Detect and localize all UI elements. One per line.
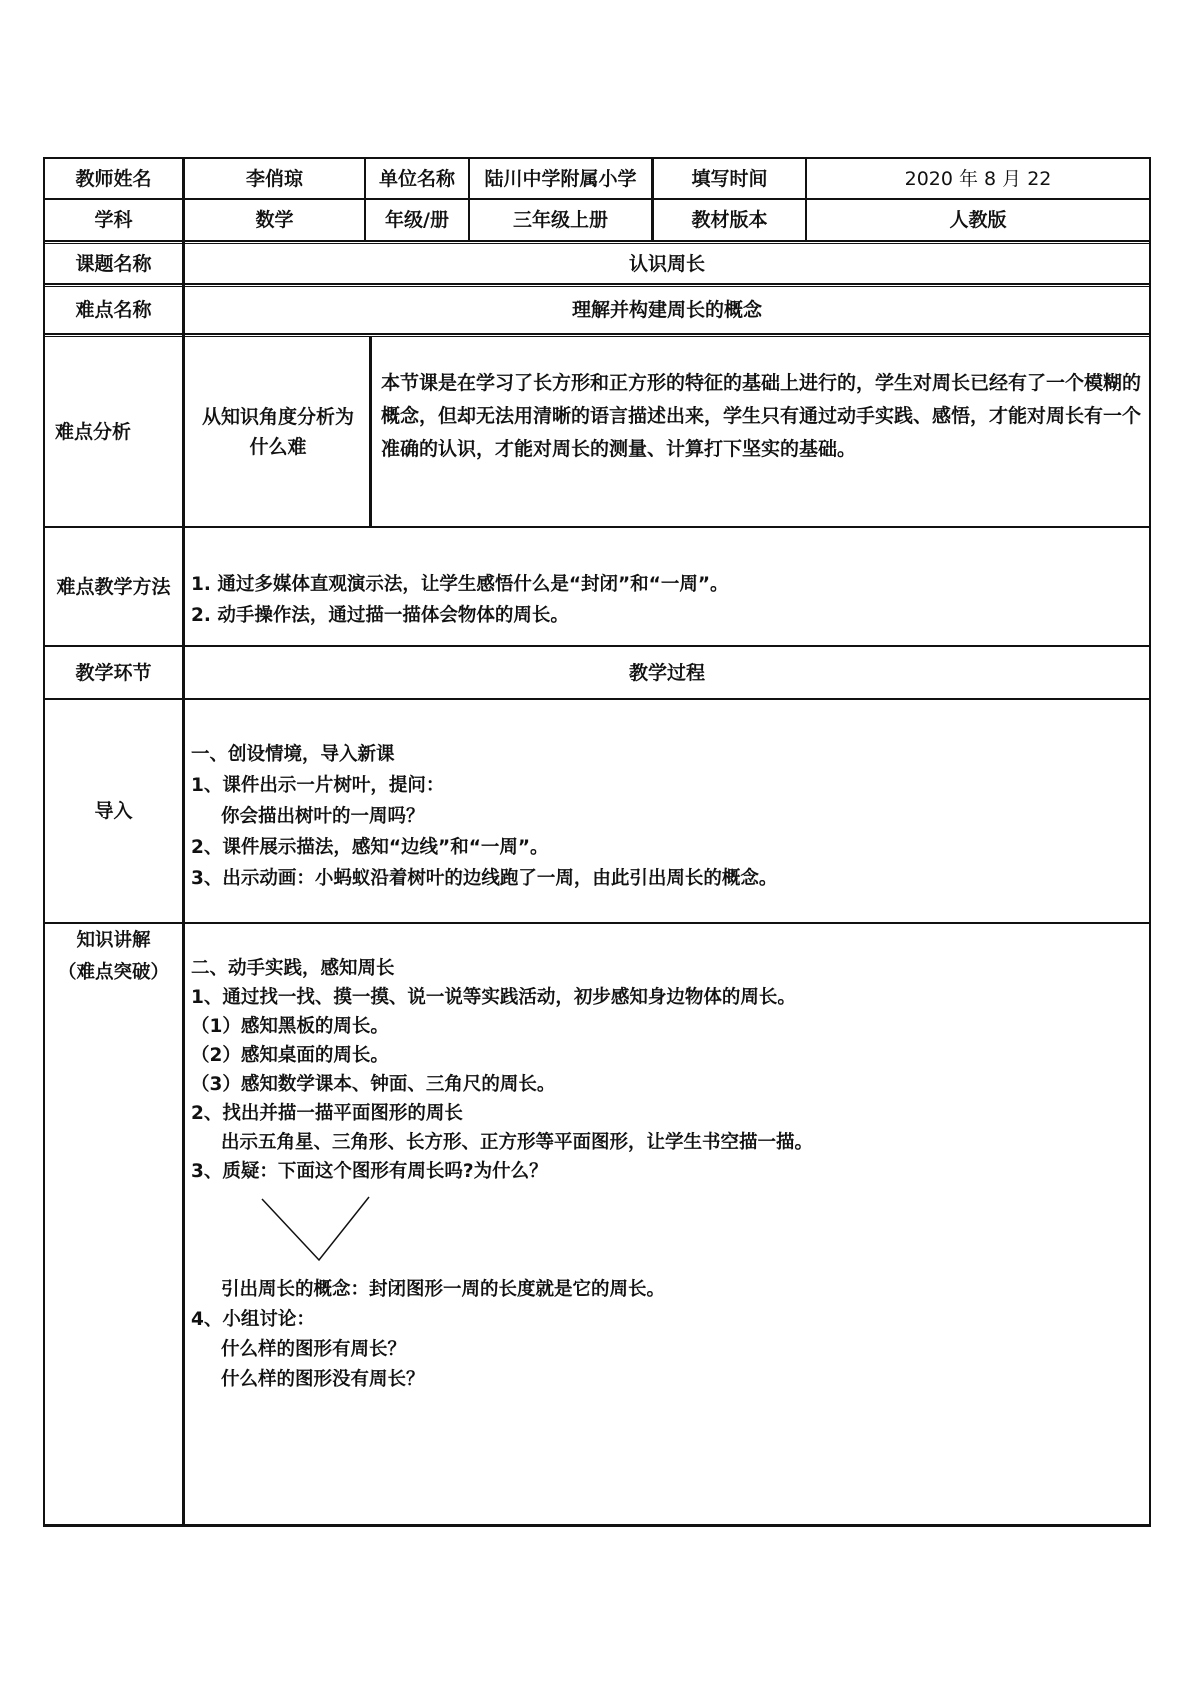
intro-label: 导入 [94, 800, 133, 822]
topic-label: 课题名称 [75, 252, 152, 275]
knowledge-label-line1: 知识讲解 [76, 930, 151, 951]
intro-line: 你会描出树叶的一周吗？ [221, 806, 425, 827]
date-label: 填写时间 [691, 167, 768, 190]
knowledge-line: 什么样的图形有周长？ [221, 1339, 407, 1360]
rule [43, 526, 1151, 528]
teacher-name-value: 李俏琼 [245, 167, 303, 190]
knowledge-line: 1、通过找一找、摸一摸、说一说等实践活动，初步感知身边物体的周长。 [191, 987, 796, 1008]
analysis-label: 难点分析 [55, 420, 132, 443]
analysis-text: 本节课是在学习了长方形和正方形的特征的基础上进行的，学生对周长已经有了一个模糊的概念，但却无法用清晰的语言描述出来，学生只有通过动手实践、感悟，才能对周长有一个准确的认识，才能对周长的测量、计算打下坚实的基础。 [381, 372, 1142, 460]
rule [43, 283, 1151, 285]
edition-label: 教材版本 [691, 209, 768, 231]
rule-bottom [43, 1524, 1151, 1527]
intro-line: 2、课件展示描法，感知“边线”和“一周”。 [191, 837, 549, 858]
rule [43, 698, 1151, 700]
grade-label: 年级/册 [385, 209, 449, 231]
difficulty-value: 理解并构建周长的概念 [571, 299, 762, 321]
teacher-name-label: 教师姓名 [75, 167, 152, 190]
school-label: 单位名称 [378, 167, 455, 190]
school-value: 陆川中学附属小学 [484, 167, 637, 190]
knowledge-line: 什么样的图形没有周长？ [221, 1369, 425, 1390]
edition-value: 人教版 [949, 209, 1007, 231]
knowledge-lines-b [191, 1275, 1141, 1395]
rule-right [1149, 157, 1151, 1527]
process-value: 教学过程 [628, 661, 705, 684]
knowledge-line: 3、质疑：下面这个图形有周长吗?为什么？ [191, 1161, 548, 1182]
intro-line: 1、课件出示一片树叶，提问： [191, 775, 445, 796]
analysis-sub-label: 从知识角度分析为什么难 [201, 405, 354, 458]
knowledge-lines-a [191, 954, 1141, 1186]
knowledge-line: 2、找出并描一描平面图形的周长 [191, 1103, 463, 1124]
method-item: 1. 通过多媒体直观演示法，让学生感悟什么是“封闭”和“一周”。 [191, 574, 729, 595]
knowledge-line: 二、动手实践，感知周长 [191, 958, 395, 979]
knowledge-line: （1）感知黑板的周长。 [191, 1016, 389, 1037]
method-list [191, 569, 1141, 631]
intro-lines [191, 739, 1141, 894]
method-item: 2. 动手操作法，通过描一描体会物体的周长。 [191, 605, 569, 626]
subject-label: 学科 [94, 209, 133, 231]
intro-line: 一、创设情境，导入新课 [191, 744, 395, 765]
rule [369, 336, 372, 527]
topic-value: 认识周长 [628, 252, 705, 275]
open-angle-figure [259, 1193, 379, 1273]
rule [43, 240, 1151, 242]
knowledge-line: （2）感知桌面的周长。 [191, 1045, 389, 1066]
knowledge-label [45, 925, 182, 989]
subject-value: 数学 [255, 209, 294, 231]
rule [182, 157, 185, 1527]
date-value: 2020 年 8 月 22 [904, 167, 1052, 190]
difficulty-label: 难点名称 [75, 299, 152, 321]
knowledge-label-line2: （难点突破） [57, 962, 169, 983]
intro-line: 3、出示动画：小蚂蚁沿着树叶的边线跑了一周，由此引出周长的概念。 [191, 868, 778, 889]
process-label: 教学环节 [75, 661, 152, 684]
method-label: 难点教学方法 [56, 575, 171, 598]
knowledge-line: 引出周长的概念：封闭图形一周的长度就是它的周长。 [221, 1279, 666, 1300]
grade-value: 三年级上册 [512, 209, 608, 231]
knowledge-line: 出示五角星、三角形、长方形、正方形等平面图形，让学生书空描一描。 [221, 1132, 814, 1153]
knowledge-line: 4、小组讨论： [191, 1309, 315, 1330]
rule [43, 333, 1151, 335]
lesson-plan-table [43, 157, 1151, 1527]
rule [43, 922, 1151, 924]
knowledge-line: （3）感知数学课本、钟面、三角尺的周长。 [191, 1074, 556, 1095]
